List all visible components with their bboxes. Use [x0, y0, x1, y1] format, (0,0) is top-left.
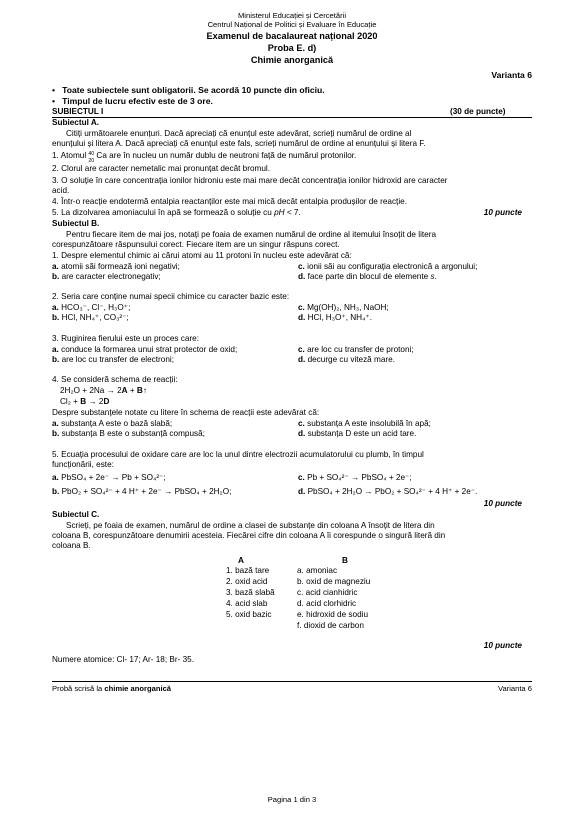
exam-title: Examenul de bacalaureat național 2020: [206, 31, 378, 41]
question-b5-cont: funcționării, este:: [52, 460, 114, 469]
item-a5: 5. La dizolvarea amoniacului în apă se formează o soluție cu pH < 7. 10 puncte: [52, 208, 522, 217]
subiect-1-title: SUBIECTUL I: [52, 107, 104, 116]
column-b-item: f. dioxid de carbon: [297, 621, 364, 630]
center-name: Centrul Național de Politici și Evaluare în Educație: [207, 20, 377, 29]
answer-row: b. HCl, NH₄⁺, CO₃²⁻; d. HCl, H₃O⁺, NH₄⁺.: [52, 313, 373, 322]
subiect-c-title: Subiectul C.: [52, 510, 100, 519]
instruction-1: • Toate subiectele sunt obligatorii. Se acordă 10 puncte din oficiu.: [52, 85, 325, 95]
subiect-a-intro-2: enunțului și litera A. Dacă apreciați că enunțul este fals, scrieți numărul de ordine al enunțului și litera F.: [52, 139, 426, 148]
column-a-item: 1. bază tare: [226, 566, 270, 575]
instruction-2: • Timpul de lucru efectiv este de 3 ore.: [52, 96, 213, 106]
variant-label: Varianta 6: [491, 70, 532, 80]
item-a4: 4. Într-o reacție endotermă entalpia reactanților este mai mică decât entalpia produșilor de reacție.: [52, 197, 407, 206]
footer-left: Probă scrisă la chimie anorganică: [52, 684, 172, 693]
answer-row: a. PbSO₄ + 2e⁻ → Pb + SO₄²⁻; c. Pb + SO₄²⁻ → PbSO₄ + 2e⁻;: [52, 473, 412, 482]
page-number: Pagina 1 din 3: [267, 795, 317, 804]
subiect-1-points: (30 de puncte): [450, 107, 506, 116]
item-a2: 2. Clorul are caracter nemetalic mai pronunțat decât bromul.: [52, 164, 270, 173]
item-a3: 3. O soluție în care concentrația ionilor hidroniu este mai mare decât concentrația ionilor hidroxid are caracter: [52, 176, 448, 185]
column-b-item: c. acid cianhidric: [297, 588, 358, 597]
answer-row: b. are caracter electronegativ; d. face parte din blocul de elemente s.: [52, 272, 437, 281]
column-b-item: b. oxid de magneziu: [297, 577, 371, 586]
proba-title: Proba E. d): [267, 43, 317, 53]
subiect-a-points: 10 puncte: [483, 208, 522, 217]
atomic-numbers: Numere atomice: Cl- 17; Ar- 18; Br- 35.: [52, 655, 194, 664]
footer-divider: [52, 681, 532, 682]
column-b-header: B: [342, 556, 348, 565]
subject-title: Chimie anorganică: [250, 55, 334, 65]
ministry-name: Ministerul Educației și Cercetării: [237, 11, 347, 20]
subiect-c-intro-2: coloana B, corespunzătoare denumirii acesteia. Fiecărei cifre din coloana A îi corespunde o singură literă din: [52, 531, 446, 540]
column-a-item: 4. acid slab: [226, 599, 268, 608]
answer-row: b. are loc cu transfer de electroni; d. decurge cu viteză mare.: [52, 355, 395, 364]
subiect-c-points: 10 puncte: [483, 641, 522, 650]
subiect-c-intro-3: coloana B.: [52, 541, 91, 550]
subiect-b-intro: Pentru fiecare item de mai jos, notați pe foaia de examen numărul de ordine al itemului însoțit de litera: [66, 230, 437, 239]
subiect-1-heading: [52, 107, 532, 117]
subiect-b-points: 10 puncte: [483, 499, 522, 508]
subiect-b-intro-2: corespunzătoare răspunsului corect. Fiecare item are un singur răspuns corect.: [52, 240, 340, 249]
subiect-a-intro: Citiți următoarele enunțuri. Dacă apreciați că enunțul este adevărat, scrieți numărul de ordine al: [66, 129, 412, 138]
item-a3-cont: acid.: [52, 186, 70, 195]
answer-row: a. atomii săi formează ioni negativi; c. ionii săi au configurația electronică a argonului;: [52, 262, 478, 271]
column-b-item: e. hidroxid de sodiu: [297, 610, 369, 619]
question-b4: 4. Se consideră schema de reacții:: [52, 375, 178, 384]
column-a-header: A: [238, 556, 244, 565]
subiect-c-intro: Scrieți, pe foaia de examen, numărul de ordine a clasei de substanțe din coloana A însoțit de litera din: [66, 521, 435, 530]
answer-row: a. HCO₃⁻, Cl⁻, H₃O⁺; c. Mg(OH)₂, NH₃, NaOH;: [52, 303, 389, 312]
question-b2: 2. Seria care conține numai specii chimice cu caracter bazic este:: [52, 292, 290, 301]
column-b-item: d. acid clorhidric: [297, 599, 357, 608]
question-b5: 5. Ecuația procesului de oxidare care are loc la unul dintre electrozii acumulatorului cu plumb, în timpul: [52, 450, 424, 459]
reaction-1: 2H₂O + 2Na → 2A + B↑: [60, 386, 147, 395]
question-b1: 1. Despre elementul chimic ai cărui atomi au 11 protoni în nucleu este adevărat că:: [52, 251, 352, 260]
answer-row: a. substanța A este o bază slabă; c. substanța A este insolubilă în apă;: [52, 419, 431, 428]
footer-variant: Varianta 6: [497, 684, 532, 693]
subiect-a-title: Subiectul A.: [52, 118, 100, 127]
column-a-item: 3. bază slabă: [226, 588, 275, 597]
subiect-b-title: Subiectul B.: [52, 219, 100, 228]
answer-row: a. conduce la formarea unui strat protector de oxid; c. are loc cu transfer de protoni;: [52, 345, 414, 354]
column-a-item: 2. oxid acid: [226, 577, 268, 586]
item-a1: 1. Atomul 40 20 Ca are în nucleu un număr dublu de neutroni față de numărul protonilor.: [52, 151, 357, 164]
column-b-item: a. amoniac: [297, 566, 338, 575]
column-a-item: 5. oxid bazic: [226, 610, 272, 619]
answer-row: b. substanța B este o substanță compusă; d. substanța D este un acid tare.: [52, 429, 417, 438]
question-b4-text: Despre substanțele notate cu litere în schema de reacții este adevărat că:: [52, 408, 320, 417]
answer-row: b. PbO₂ + SO₄²⁻ + 4 H⁺ + 2e⁻ → PbSO₄ + 2H₂O; d. PbSO₄ + 2H₂O → PbO₂ + SO₄²⁻ + 4 H⁺ + 2e⁻.: [52, 487, 478, 496]
question-b3: 3. Ruginirea fierului este un proces care:: [52, 334, 199, 343]
reaction-2: Cl₂ + B → 2D: [60, 397, 110, 406]
